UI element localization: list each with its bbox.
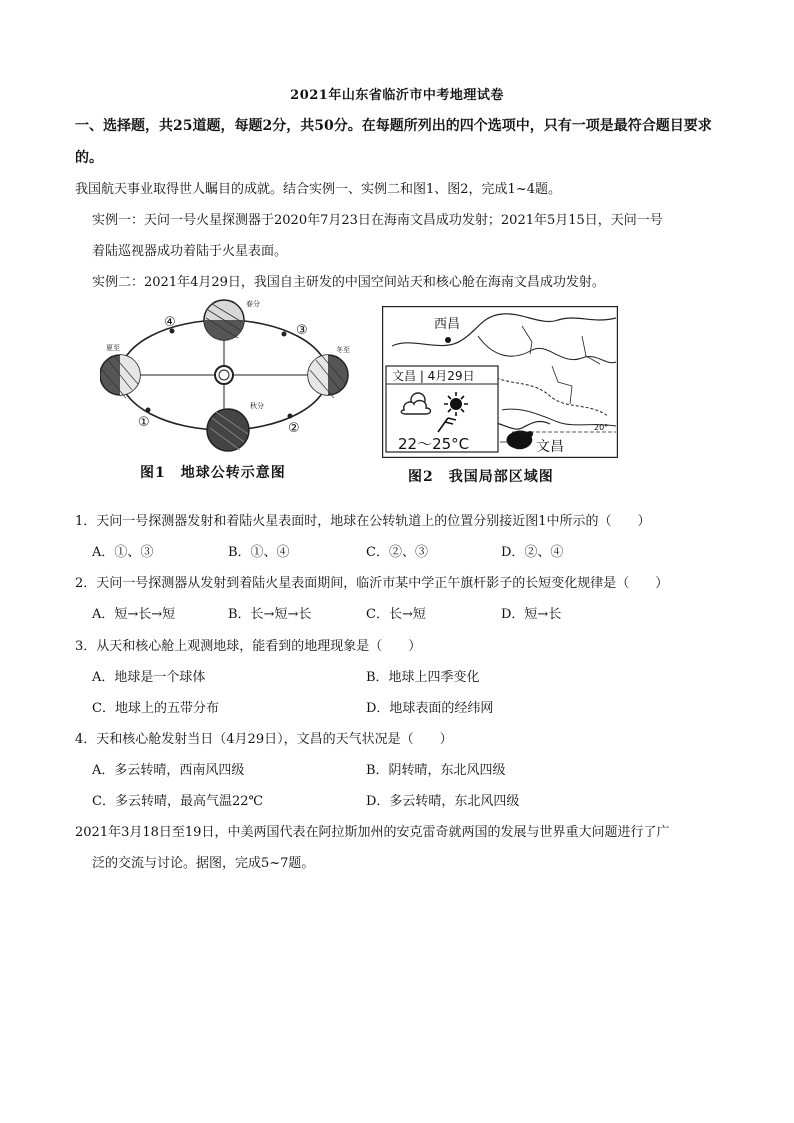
figure1-caption: 图1 地球公转示意图 [140, 465, 286, 481]
xichang-dot [445, 337, 451, 343]
question-3-stem: 3．从天和核心舱上观测地球，能看到的地理现象是（ ） [75, 639, 422, 654]
q2-option-c[interactable]: C．长→短 [366, 607, 426, 622]
city-wenchang: 文昌 [536, 439, 564, 455]
page-title: 2021年山东省临沂市中考地理试卷 [290, 88, 504, 103]
example2: 实例二：2021年4月29日，我国自主研发的中国空间站天和核心舱在海南文昌成功发射。 [92, 275, 605, 290]
label-spring: 春分 [246, 300, 260, 308]
q3-option-c[interactable]: C．地球上的五带分布 [92, 701, 219, 716]
question-1-stem: 1．天问一号探测器发射和着陆火星表面时，地球在公转轨道上的位置分别接近图1中所示的（ ） [75, 514, 651, 529]
label-summer: 夏至 [106, 344, 120, 352]
earth-bottom-icon [207, 409, 249, 451]
q3-option-a[interactable]: A．地球是一个球体 [92, 670, 206, 685]
weather-temp: 22～25°C [398, 435, 470, 453]
intro2-line1: 2021年3月18日至19日，中美两国代表在阿拉斯加州的安克雷奇就两国的发展与世界重大问题进行了广 [75, 825, 670, 840]
earth-top-icon [204, 300, 244, 340]
intro2-line2: 泛的交流与讨论。据图，完成5~7题。 [92, 856, 315, 871]
q2-option-b[interactable]: B．长→短→长 [228, 607, 312, 622]
example1-line2: 着陆巡视器成功着陆于火星表面。 [92, 244, 288, 259]
q4-option-d[interactable]: D．多云转晴，东北风四级 [366, 794, 520, 809]
q4-option-a[interactable]: A．多云转晴，西南风四级 [92, 763, 245, 778]
marker-1: ① [138, 415, 150, 430]
q2-option-a[interactable]: A．短→长→短 [92, 607, 176, 622]
marker-4: ④ [164, 315, 176, 330]
q1-option-a[interactable]: A．①、③ [92, 545, 154, 560]
earth-left-icon [100, 355, 140, 398]
figures [100, 298, 620, 490]
example1-line1: 实例一：天问一号火星探测器于2020年7月23日在海南文昌成功发射；2021年5月15日，天问一号 [92, 213, 663, 228]
question-4-stem: 4．天和核心舱发射当日（4月29日），文昌的天气状况是（ ） [75, 732, 453, 747]
q4-option-b[interactable]: B．阴转晴，东北风四级 [366, 763, 506, 778]
label-autumn: 秋分 [250, 402, 264, 410]
q1-option-b[interactable]: B．①、④ [228, 545, 290, 560]
figure1-orbit-diagram [100, 298, 350, 458]
earth-right-icon [308, 355, 348, 398]
q4-option-c[interactable]: C．多云转晴，最高气温22℃ [92, 794, 264, 809]
weather-header: 文昌 | 4月29日 [392, 369, 475, 383]
wenchang-dot [527, 431, 533, 437]
intro-lead: 我国航天事业取得世人瞩目的成就。结合实例一、实例二和图1、图2，完成1~4题。 [75, 182, 561, 197]
figure2-caption: 图2 我国局部区域图 [408, 469, 554, 485]
q3-option-b[interactable]: B．地球上四季变化 [366, 670, 480, 685]
q1-option-c[interactable]: C．②、③ [366, 545, 428, 560]
marker-2: ② [288, 421, 300, 436]
q3-option-d[interactable]: D．地球表面的经纬网 [366, 701, 494, 716]
latitude-label: 20° [594, 423, 609, 432]
q2-option-d[interactable]: D．短→长 [501, 607, 562, 622]
city-xichang: 西昌 [434, 317, 461, 332]
figure2-region-map [382, 306, 618, 458]
q1-option-d[interactable]: D．②、④ [501, 545, 564, 560]
label-winter: 冬至 [336, 346, 350, 354]
section-heading: 一、选择题，共25道题，每题2分，共50分。在每题所列出的四个选项中，只有一项是最符合题目要求的。 [75, 118, 712, 166]
question-2-stem: 2．天问一号探测器从发射到着陆火星表面期间，临沂市某中学正午旗杆影子的长短变化规律是（ ） [75, 576, 669, 591]
marker-3: ③ [296, 323, 308, 338]
